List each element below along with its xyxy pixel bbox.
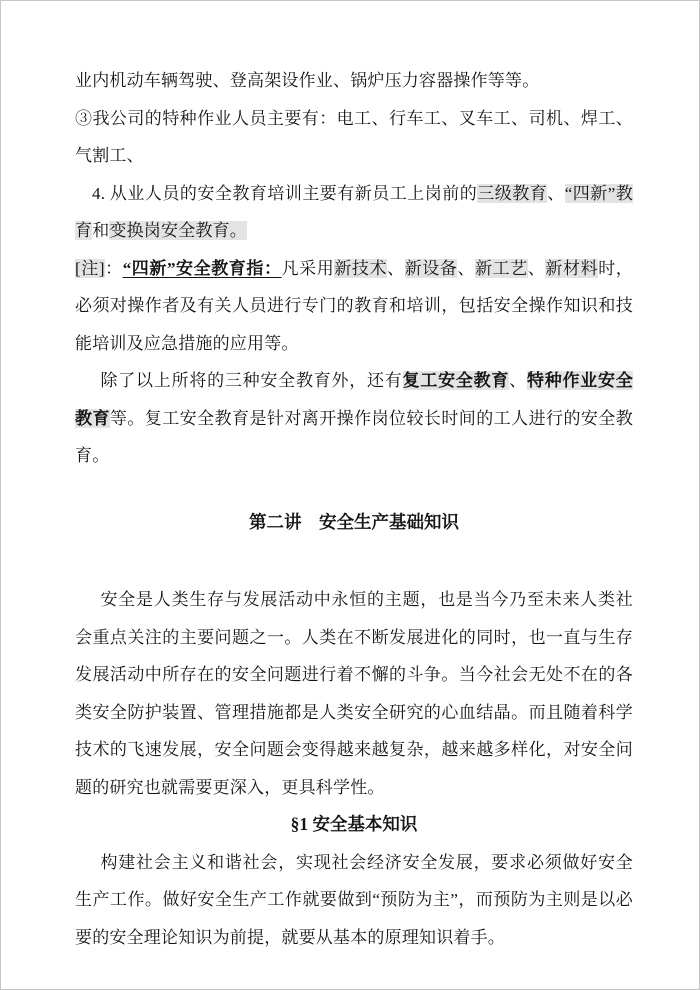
text-run: 凡采用 (281, 258, 335, 278)
paragraph (75, 250, 633, 363)
text-run: 第二讲 安全生产基础知识 (249, 511, 459, 532)
text-run: 特种作业安全教育 (75, 371, 634, 428)
text-run: 、 (527, 258, 546, 278)
text-run: 和 (92, 221, 110, 240)
text-run: 新工艺 (475, 258, 528, 278)
text-run: “四新”安全教育指： (122, 258, 282, 278)
text-run: 时，必须对操作者及有关人员进行专门的教育和培训，包括安全操作知识和技能培训及应急措施的应用等。 (75, 258, 633, 353)
text-run: ③我公司的特种作业人员主要有：电工、行车工、叉车工、司机、焊工、气割工、 (75, 108, 633, 165)
text-run: 复工安全教育 (402, 371, 510, 390)
text-run: 、 (509, 371, 527, 390)
paragraph (75, 581, 633, 806)
text-run: ： (104, 258, 123, 278)
section-heading (75, 504, 633, 542)
text-run: 、 (457, 258, 476, 278)
text-run: 安全是人类生存与发展活动中永恒的主题，也是当今乃至未来人类社会重点关注的主要问题之一。人类在不断发展进化的同时，也一直与生存发展活动中所存在的安全问题进行着不懈的斗争。当今社会无处不在的各类安全防护装置、管理措施都是人类安全研究的心血结晶。而且随着科学技术的飞速发展，安全问题会变得越来越复杂，越来越多样化，对安全问题的研究也就需要更深入，更具科学性。 (75, 590, 633, 797)
text-run: 4. 从业人员的安全教育培训主要有新员工上岗前的 (92, 183, 478, 203)
paragraph (75, 844, 633, 957)
text-run: 、 (547, 183, 565, 203)
text-run: 除了以上所将的三种安全教育外，还有 (100, 371, 403, 390)
text-run: 变换岗安全教育。 (109, 221, 248, 240)
text-run: [注] (75, 258, 105, 278)
paragraph (75, 62, 633, 100)
text-run: 等。复工安全教育是针对离开操作岗位较长时间的工人进行的安全教育。 (75, 408, 633, 465)
text-run: §1 安全基本知识 (290, 814, 418, 834)
paragraph (75, 100, 633, 175)
text-run: 新技术 (334, 258, 388, 278)
text-run: 构建社会主义和谐社会，实现社会经济安全发展，要求必须做好安全生产工作。做好安全生产工作就要做到“预防为主”，而预防为主则是以必要的安全理论知识为前提，就要从基本的原理知识着手。 (75, 852, 633, 947)
text-run: 业内机动车辆驾驶、登高架设作业、锅炉压力容器操作等等。 (75, 71, 540, 90)
text-run: 新材料 (545, 258, 599, 278)
text-run: “四新”教育 (75, 183, 633, 240)
section-heading (75, 806, 633, 844)
paragraph (75, 175, 633, 250)
text-run: 新设备 (404, 258, 458, 278)
paragraph (75, 362, 633, 475)
text-run: 三级教育 (477, 183, 548, 203)
text-run: 、 (387, 258, 405, 278)
